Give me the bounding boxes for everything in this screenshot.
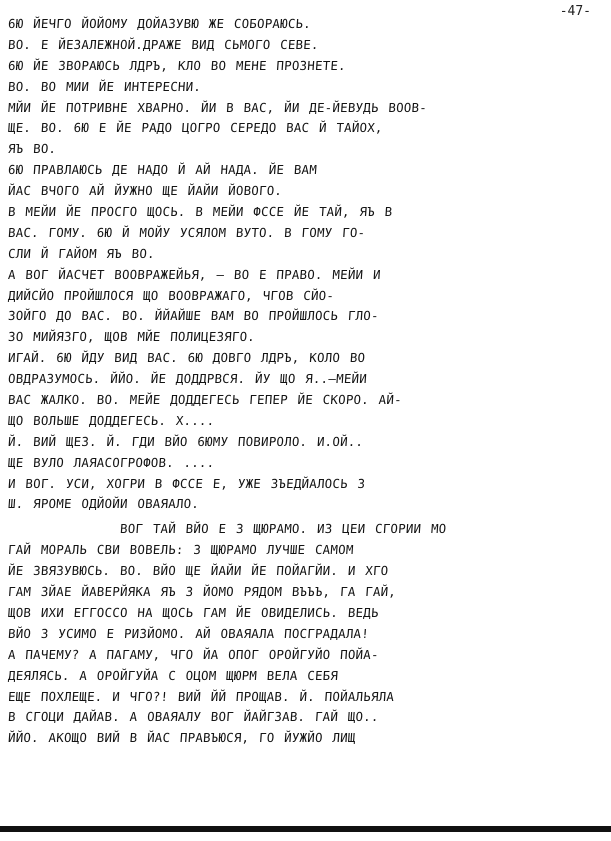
text-line: В МЕЙИ ЙЕ ПРОСГО ЩОСЬ. В МЕЙИ ФССЕ ЙЕ ТАЙ, ЯЪ В	[7, 204, 393, 220]
text-line: ЙЕ ЗВЯЗУВЮСЬ. ВО. ВЙО ЩЕ ЙАЙИ ЙЕ ПОЙАГЙИ. И ХГО	[7, 563, 389, 579]
paragraph-start-line: ВОГ ТАЙ ВЙО Е З ЩЮРАМО. ИЗ ЦЕИ СГОРИИ МО	[119, 521, 447, 537]
text-line: ОВДРАЗУМОСЬ. ЙЙО. ЙЕ ДОДДРВСЯ. ЙУ ЩО Я..—МЕЙИ	[7, 371, 368, 387]
text-line: Й. ВИЙ ЩЕЗ. Й. ГДИ ВЙО 6ЮМУ ПОВИРОЛО. И.ОЙ..	[7, 433, 364, 449]
text-line: ДИЙСЙО ПРОЙШЛОСЯ ЩО ВООВРАЖАГО, ЧГОВ СЙО-	[7, 287, 335, 303]
text-line: ВАС ЖАЛКО. ВО. МЕЙЕ ДОДДЕГЕСЬ ГЕПЕР ЙЕ СКОРО. АЙ-	[7, 392, 403, 408]
text-line: ГАЙ МОРАЛЬ СВИ ВОВЕЛЬ: З ЩЮРАМО ЛУЧШЕ САМОМ	[7, 542, 355, 558]
text-line: СЛИ Й ГАЙОМ ЯЪ ВО.	[7, 245, 156, 261]
text-line: ЗОЙГО ДО ВАС. ВО. ЙЙАЙШЕ ВАМ ВО ПРОЙШЛОСЬ ГЛО-	[7, 308, 380, 324]
text-line: И ВОГ. УСИ, ХОГРИ В ФССЕ Е, УЖЕ ЗЪЕДЙАЛОСЬ З	[7, 475, 366, 491]
page-bottom-edge	[0, 826, 611, 832]
text-line: А ПАЧЕМУ? А ПАГАМУ, ЧГО ЙА ОПОГ ОРОЙГУЙО ПОЙА-	[7, 646, 380, 662]
text-line: ЩЕ. ВО. 6Ю Е ЙЕ РАДО ЦОГРО СЕРЕДО ВАС Й ТАЙОХ,	[7, 120, 384, 136]
text-line: ЩО ВОЛЬШЕ ДОДДЕГЕСЬ. Х....	[7, 412, 216, 428]
text-line: ГАМ ЗЙАЕ ЙАВЕРЙЯКА ЯЪ З ЙОМО РЯДОМ ВЪЪЪ, ГА ГАЙ,	[7, 584, 397, 600]
text-line: В СГОЦИ ДАЙАВ. А ОВАЯАЛУ ВОГ ЙАЙГЗАВ. ГАЙ ЩО..	[7, 709, 380, 725]
text-line: 6Ю ЙЕЧГО ЙОЙОМУ ДОЙАЗУВЮ ЖЕ СОБОРАЮСЬ.	[7, 16, 312, 31]
text-line: 6Ю ЙЕ ЗВОРАЮСЬ ЛДРЪ, КЛО ВО МЕНЕ ПРОЗНЕТЕ.	[7, 57, 347, 73]
text-line: ЙАС ВЧОГО АЙ ЙУЖНО ЩЕ ЙАЙИ ЙОВОГО.	[7, 183, 283, 199]
text-line: ИГАЙ. 6Ю ЙДУ ВИД ВАС. 6Ю ДОВГО ЛДРЪ, КОЛО ВО	[7, 350, 366, 366]
text-line: Ш. ЯРОМЕ ОДЙОЙИ ОВАЯАЛО.	[7, 496, 200, 512]
handwritten-text-body	[8, 14, 604, 749]
text-line: ЯЪ ВО.	[7, 141, 57, 157]
text-line: ЩЕ ВУЛО ЛАЯАСОГРОФОВ. ....	[7, 454, 216, 470]
text-line: ЗО МИЙЯЗГО, ЩОВ МЙЕ ПОЛИЦЕЗЯГО.	[7, 329, 256, 345]
text-line: ЙЙО. АКОЩО ВИЙ В ЙАС ПРАВЪЮСЯ, ГО ЙУЖЙО ЛИЩ	[7, 730, 357, 746]
text-line: ЩОВ ИХИ ЕГГОССО НА ЩОСЬ ГАМ ЙЕ ОВИДЕЛИСЬ. ВЕДЬ	[7, 604, 380, 620]
text-line: МЙИ ЙЕ ПОТРИВНЕ ХВАРНО. ЙИ В ВАС, ЙИ ДЕ-ЙЕВУДЬ ВООВ-	[7, 99, 428, 115]
text-line: ЕЩЕ ПОХЛЕЩЕ. И ЧГО?! ВИЙ ЙЙ ПРОЩАВ. Й. ПОЙАЛЬЯЛА	[7, 688, 395, 704]
page-number: -47-	[559, 4, 591, 19]
text-line: ВЙО З УСИМО Е РИЗЙОМО. АЙ ОВАЯАЛА ПОСГРАДАЛА!	[7, 625, 370, 641]
text-line: ВО. ВО МИИ ЙЕ ИНТЕРЕСНИ.	[7, 78, 202, 94]
text-line: А ВОГ ЙАСЧЕТ ВООВРАЖЕЙЬЯ, — ВО Е ПРАВО. МЕЙИ И	[7, 266, 382, 282]
text-line: ВАС. ГОМУ. 6Ю Й МОЙУ УСЯЛОМ ВУТО. В ГОМУ ГО-	[7, 224, 366, 240]
text-line: 6Ю ПРАВЛАЮСЬ ДЕ НАДО Й АЙ НАДА. ЙЕ ВАМ	[7, 162, 318, 178]
text-line: ВО. Е ЙЕЗАЛЕЖНОЙ.ДРАЖЕ ВИД СЬМОГО СЕВЕ.	[7, 36, 320, 52]
text-line: ДЕЯЛЯСЬ. А ОРОЙГУЙА С ОЦОМ ЩЮРМ ВЕЛА СЕБЯ	[7, 667, 339, 683]
